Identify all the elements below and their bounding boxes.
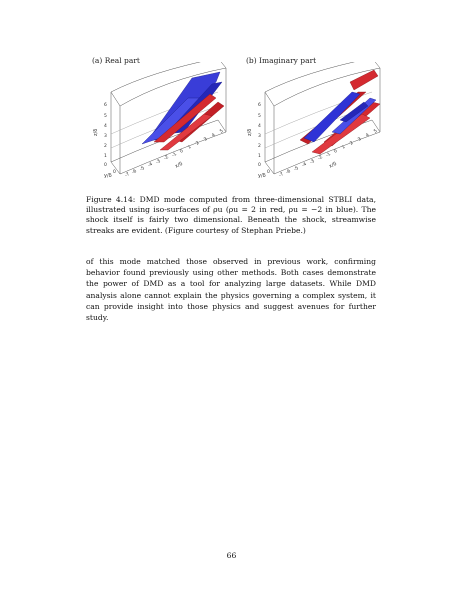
x-axis-label: x/δ: [174, 160, 184, 170]
z-tick-1: 1: [258, 154, 261, 159]
z-tick-6: 6: [104, 103, 107, 108]
z-tick-2: 2: [104, 144, 107, 149]
panel-a-plot: [80, 62, 230, 182]
z-tick-4: 4: [104, 124, 107, 129]
z-tick-5: 5: [258, 114, 261, 119]
x-tick: -7: [278, 171, 285, 179]
x-tick: 0: [333, 148, 339, 155]
x-tick: 4: [211, 132, 217, 139]
z-tick-2: 2: [258, 144, 261, 149]
x-tick: 5: [373, 128, 379, 135]
z-tick-1: 1: [104, 154, 107, 159]
z-axis-label: z/δ: [247, 128, 253, 136]
y-axis-label: y/δ: [258, 173, 266, 179]
page-number: 66: [226, 551, 237, 560]
z-tick-3: 3: [258, 134, 261, 139]
z-axis-label: z/δ: [93, 128, 99, 136]
panel-b-title: (b) Imaginary part: [246, 56, 317, 65]
body-paragraph: of this mode matched those observed in previous work, confirming behavior found previously using other methods. Both cases demonstrate the power of DMD as a tool for analyzing large datasets. While DMD analysis alone cannot explain the physics governing a complex system, it can provide insight into those physics and suggest avenues for further study.: [86, 257, 376, 323]
y-tick-0: 0: [113, 170, 116, 175]
x-axis-ticks: [124, 128, 225, 179]
x-tick: 3: [357, 136, 363, 143]
x-tick: -2: [317, 154, 324, 162]
panel-a-title: (a) Real part: [92, 56, 140, 65]
panel-b-plot: [234, 62, 384, 182]
x-tick: -3: [155, 158, 162, 166]
z-tick-0: 0: [258, 163, 261, 168]
x-tick: -6: [285, 168, 292, 176]
y-axis-label: y/δ: [104, 173, 112, 179]
x-axis-label: x/δ: [328, 160, 338, 170]
x-tick: 5: [219, 128, 225, 135]
x-tick: -4: [301, 161, 308, 169]
z-tick-4: 4: [258, 124, 261, 129]
x-tick: -5: [139, 165, 146, 173]
x-tick: 4: [365, 132, 371, 139]
figure-caption: Figure 4.14: DMD mode computed from three-dimensional STBLI data, illustrated using iso-surfaces of ρu (ρu = 2 in red, ρu = −2 in blue). The shock itself is fairly two dimensional. Beneath the shock, streamwise streaks are evident. (Figure courtesy of Stephan Priebe.): [86, 195, 376, 235]
x-tick: -5: [293, 165, 300, 173]
z-tick-0: 0: [104, 163, 107, 168]
z-tick-3: 3: [104, 134, 107, 139]
x-tick: -6: [131, 168, 138, 176]
x-tick: -1: [325, 151, 332, 159]
x-tick: 2: [195, 140, 201, 147]
x-tick: -3: [309, 158, 316, 166]
z-tick-5: 5: [104, 114, 107, 119]
z-tick-6: 6: [258, 103, 261, 108]
x-tick: 0: [179, 148, 185, 155]
x-tick: -7: [124, 171, 131, 179]
x-tick: -1: [171, 151, 178, 159]
x-axis-ticks: [278, 128, 379, 179]
x-tick: 1: [341, 144, 347, 151]
x-tick: -2: [163, 154, 170, 162]
y-tick-0: 0: [267, 170, 270, 175]
x-tick: 1: [187, 144, 193, 151]
x-tick: 2: [349, 140, 355, 147]
x-tick: -4: [147, 161, 154, 169]
x-tick: 3: [203, 136, 209, 143]
